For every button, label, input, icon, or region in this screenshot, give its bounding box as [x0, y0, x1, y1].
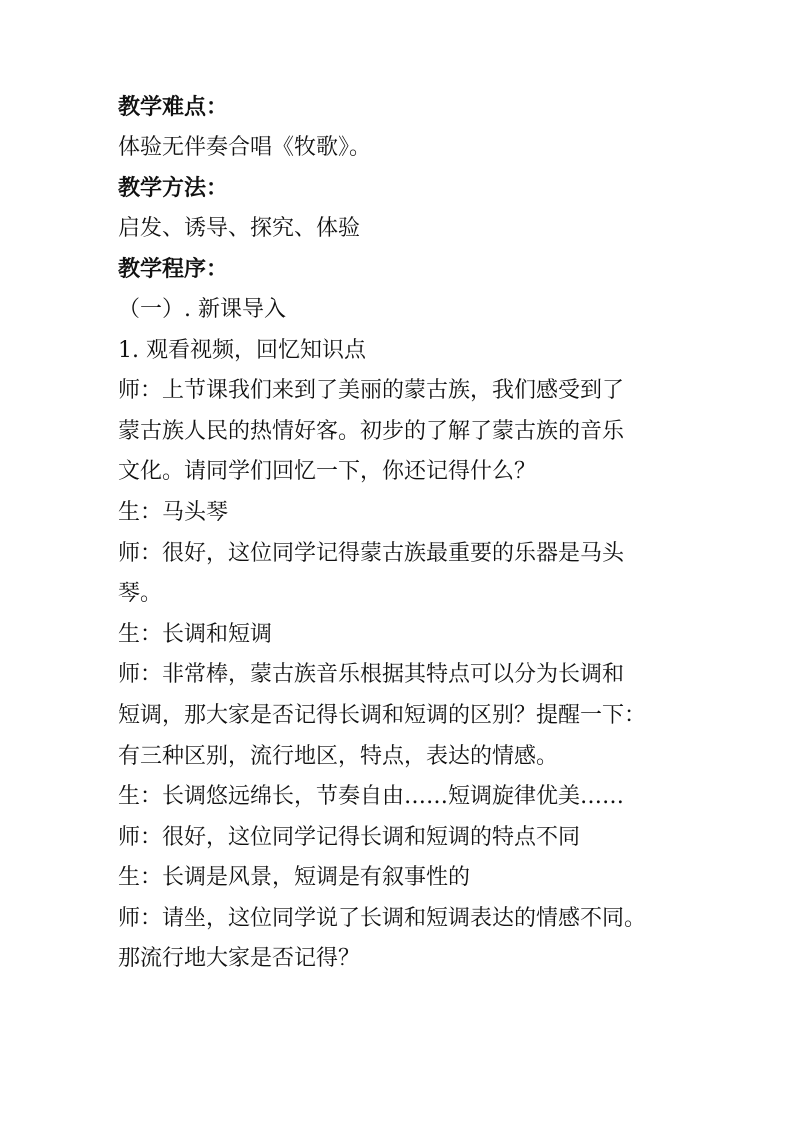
- heading-teaching-procedure: 教学程序：: [118, 256, 229, 283]
- paragraph-line: 生：长调悠远绵长，节奏自由……短调旋律优美……: [118, 784, 625, 810]
- heading-teaching-method: 教学方法：: [118, 175, 229, 202]
- paragraph-line: 生：长调是风景，短调是有叙事性的: [118, 865, 471, 891]
- paragraph-line: 那流行地大家是否记得？: [118, 946, 361, 972]
- paragraph-line: 师：上节课我们来到了美丽的蒙古族，我们感受到了: [118, 378, 625, 404]
- paragraph-line: 生：长调和短调: [118, 621, 273, 647]
- paragraph-line: 生：马头琴: [118, 499, 229, 525]
- document-page: [118, 96, 698, 989]
- paragraph-line: 体验无伴奏合唱《牧歌》。: [118, 134, 372, 160]
- paragraph-line: 师：请坐，这位同学说了长调和短调表达的情感不同。: [118, 905, 647, 931]
- paragraph-line: 有三种区别，流行地区，特点，表达的情感。: [118, 743, 559, 769]
- heading-teaching-difficulty: 教学难点：: [118, 94, 229, 120]
- paragraph-line: 琴。: [118, 581, 163, 607]
- paragraph-line: 师：非常棒，蒙古族音乐根据其特点可以分为长调和: [118, 662, 625, 688]
- paragraph-line: 师：很好，这位同学记得蒙古族最重要的乐器是马头: [118, 540, 625, 566]
- section-title: （一）. 新课导入: [118, 296, 286, 322]
- subsection-title: 1. 观看视频，回忆知识点: [118, 337, 366, 363]
- paragraph-line: 文化。请同学们回忆一下，你还记得什么？: [118, 459, 537, 485]
- paragraph-line: 启发、诱导、探究、体验: [118, 215, 361, 241]
- paragraph-line: 师：很好，这位同学记得长调和短调的特点不同: [118, 824, 581, 850]
- paragraph-line: 蒙古族人民的热情好客。初步的了解了蒙古族的音乐: [118, 418, 625, 444]
- paragraph-line: 短调，那大家是否记得长调和短调的区别？提醒一下：: [118, 702, 647, 728]
